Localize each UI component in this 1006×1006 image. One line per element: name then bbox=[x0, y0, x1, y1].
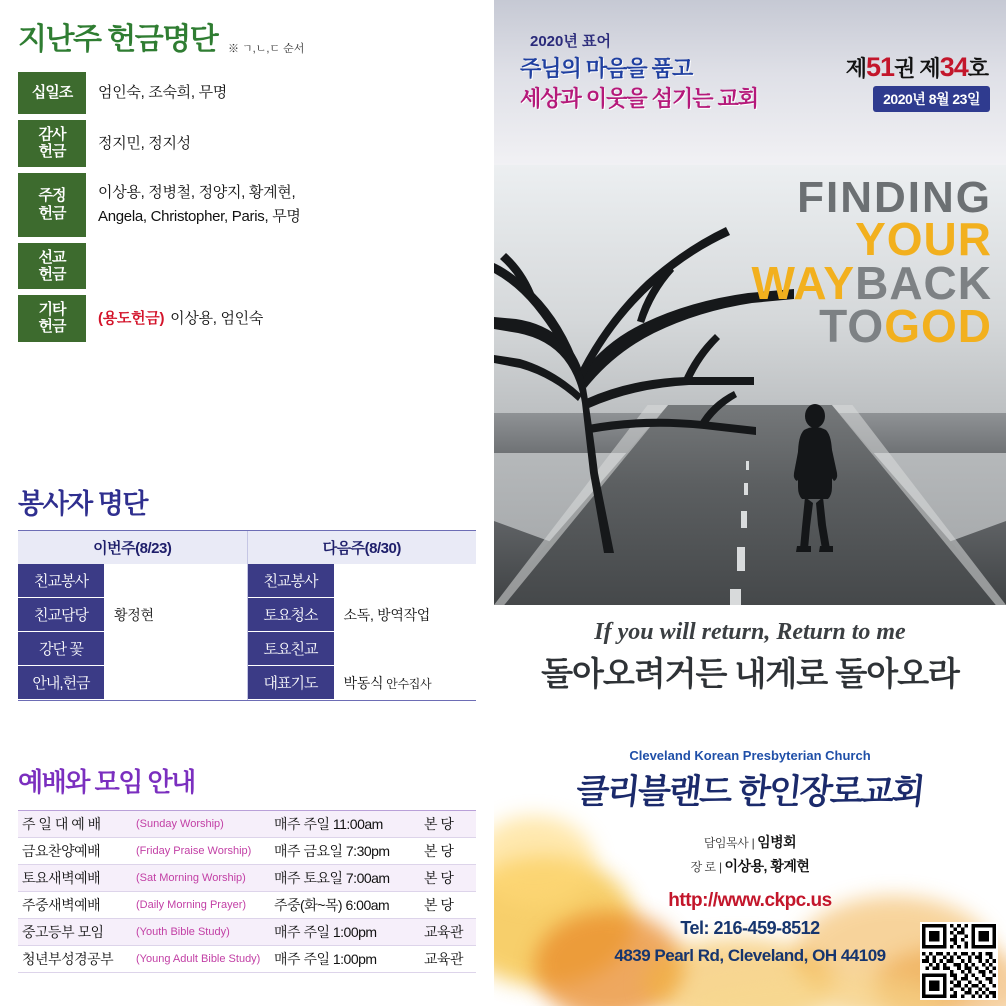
offering-row-label-line1: 선교 bbox=[38, 248, 66, 266]
volunteer-name bbox=[334, 632, 477, 666]
offering-row bbox=[18, 173, 476, 237]
volunteers-table-header bbox=[18, 531, 476, 564]
worship-name-en: (Sunday Worship) bbox=[136, 818, 224, 830]
offering-row-label bbox=[18, 120, 86, 167]
volunteer-role: 강단 꽃 bbox=[18, 632, 104, 666]
worship-place: 본 당 bbox=[424, 870, 454, 886]
offering-row-value-line1: 이상용, 정병철, 정양지, 황계현, bbox=[98, 184, 296, 202]
offering-table bbox=[18, 72, 476, 348]
church-name-english: Cleveland Korean Presbyterian Church bbox=[629, 748, 871, 763]
worship-name-en: (Young Adult Bible Study) bbox=[136, 953, 261, 965]
offering-row bbox=[18, 295, 476, 342]
motto-year: 2020년 표어 bbox=[530, 33, 612, 50]
table-row bbox=[18, 919, 476, 946]
volunteer-name bbox=[104, 666, 247, 700]
headline-line-4-b: GOD bbox=[884, 299, 992, 352]
volunteer-role: 안내,헌금 bbox=[18, 666, 104, 700]
worship-table bbox=[18, 810, 476, 973]
offering-row bbox=[18, 120, 476, 167]
headline-line-4-a: TO bbox=[819, 299, 885, 352]
offering-row-label-line2: 헌금 bbox=[38, 204, 66, 222]
worship-time: 매주 금요일 7:30pm bbox=[274, 843, 390, 859]
worship-time: 주중(화~목) 6:00am bbox=[274, 897, 390, 913]
worship-place: 교육관 bbox=[424, 951, 464, 967]
worship-place: 본 당 bbox=[424, 897, 454, 913]
offering-row-value bbox=[86, 243, 476, 290]
offering-row-label bbox=[18, 243, 86, 290]
verse-block bbox=[494, 605, 1006, 715]
volunteers-table-body bbox=[18, 564, 476, 700]
offering-row-value-line2: Angela, Christopher, Paris, 무명 bbox=[98, 207, 301, 225]
offering-row-value: 엄인숙, 조숙희, 무명 bbox=[98, 84, 227, 102]
volunteers-col1 bbox=[18, 564, 248, 700]
worship-name-ko: 금요찬양예배 bbox=[22, 843, 101, 859]
worship-name-en: (Youth Bible Study) bbox=[136, 926, 230, 938]
table-row bbox=[248, 564, 477, 598]
road-dash bbox=[730, 589, 741, 605]
worship-name-ko: 토요새벽예배 bbox=[22, 870, 101, 886]
staff-row bbox=[494, 832, 1006, 852]
headline-line-2: YOUR bbox=[855, 213, 992, 266]
worship-name-en: (Daily Morning Prayer) bbox=[136, 899, 247, 911]
volunteer-name-text: 박동식 bbox=[343, 675, 384, 691]
volume-issue bbox=[846, 52, 988, 83]
offering-row-label-line1: 주정 bbox=[38, 187, 66, 205]
staff-separator: | bbox=[751, 836, 758, 850]
offering-section-note: ※ ㄱ,ㄴ,ㄷ 순서 bbox=[228, 43, 305, 55]
table-row bbox=[248, 598, 477, 632]
offering-row-value bbox=[86, 173, 476, 237]
issue-date-badge: 2020년 8월 23일 bbox=[873, 86, 990, 112]
volunteers-col1-header: 이번주(8/23) bbox=[18, 531, 248, 564]
volunteers-section-title: 봉사자 명단 bbox=[18, 489, 147, 519]
table-row bbox=[248, 632, 477, 666]
volume-mid: 권 제 bbox=[894, 56, 940, 81]
volunteers-col2 bbox=[248, 564, 477, 700]
volunteer-name bbox=[334, 666, 477, 700]
worship-name-ko: 주 일 대 예 배 bbox=[22, 816, 101, 832]
offering-row-label-line2: 헌금 bbox=[38, 265, 66, 283]
cover-photo bbox=[494, 165, 1006, 605]
church-name-korean: 클리블랜드 한인장로교회 bbox=[574, 773, 925, 811]
worship-name-ko: 주중새벽예배 bbox=[22, 897, 101, 913]
verse-english: If you will return, Return to me bbox=[594, 619, 906, 645]
table-row bbox=[18, 811, 476, 838]
worship-name-en: (Sat Morning Worship) bbox=[136, 872, 246, 884]
table-row bbox=[248, 666, 477, 700]
headline-line-3-b: BACK bbox=[855, 256, 992, 309]
volunteer-name bbox=[104, 564, 247, 598]
headline-line-4 bbox=[752, 299, 992, 352]
offering-row-highlight: (용도헌금) bbox=[98, 309, 165, 327]
left-column bbox=[0, 0, 494, 1006]
offering-row-label-line2: 헌금 bbox=[38, 318, 66, 336]
table-row bbox=[18, 865, 476, 892]
offering-row-label-line1: 감사 bbox=[38, 126, 66, 143]
table-row bbox=[18, 632, 247, 666]
volunteer-name: 소독, 방역작업 bbox=[343, 607, 431, 623]
staff-list bbox=[494, 828, 1006, 880]
issue-number: 34 bbox=[939, 52, 968, 82]
church-phone: Tel: 216-459-8512 bbox=[680, 918, 820, 938]
verse-korean: 돌아오려거든 내게로 돌아오라 bbox=[541, 655, 959, 692]
worship-time: 매주 주일 1:00pm bbox=[274, 951, 377, 967]
table-row bbox=[18, 564, 247, 598]
volunteers-col2-header: 다음주(8/30) bbox=[322, 540, 401, 557]
right-column bbox=[494, 0, 1006, 1006]
tree-silhouette bbox=[494, 173, 794, 553]
volunteer-name bbox=[104, 632, 247, 666]
volunteer-name-note: 안수집사 bbox=[386, 676, 432, 691]
volunteers-table bbox=[18, 530, 476, 701]
table-row bbox=[18, 838, 476, 865]
worship-time: 매주 주일 11:00am bbox=[274, 816, 383, 832]
volunteer-role: 친교봉사 bbox=[18, 564, 104, 598]
walking-man-silhouette bbox=[780, 403, 850, 553]
table-row bbox=[18, 598, 247, 632]
offering-row bbox=[18, 243, 476, 290]
offering-row-label-line2: 헌금 bbox=[38, 143, 66, 161]
table-row bbox=[18, 946, 476, 973]
staff-separator: | bbox=[719, 860, 725, 874]
worship-place: 교육관 bbox=[424, 924, 464, 940]
worship-name-en: (Friday Praise Worship) bbox=[136, 845, 252, 857]
offering-row-value: 정지민, 정지성 bbox=[98, 134, 191, 152]
table-row bbox=[18, 892, 476, 919]
church-website-link[interactable]: http://www.ckpc.us bbox=[668, 890, 832, 911]
volunteer-role: 친교담당 bbox=[18, 598, 104, 632]
staff-name: 임병회 bbox=[757, 834, 797, 850]
motto-line-2: 세상과 이웃을 섬기는 교회 bbox=[520, 86, 759, 111]
worship-place: 본 당 bbox=[424, 816, 454, 832]
church-address: 4839 Pearl Rd, Cleveland, OH 44109 bbox=[614, 946, 886, 965]
volunteer-role: 토요청소 bbox=[248, 598, 334, 632]
headline-line-3 bbox=[751, 256, 992, 309]
cover-headline bbox=[751, 173, 992, 352]
volume-number: 51 bbox=[866, 52, 895, 82]
worship-section-title: 예배와 모임 안내 bbox=[18, 767, 195, 797]
offering-row-label bbox=[18, 173, 86, 237]
offering-row-label bbox=[18, 295, 86, 342]
offering-row-value-text: 이상용, 엄인숙 bbox=[170, 309, 264, 327]
volunteer-name bbox=[334, 564, 477, 598]
volunteer-role: 친교봉사 bbox=[248, 564, 334, 598]
worship-time: 매주 토요일 7:00am bbox=[274, 870, 390, 886]
staff-name: 이상용, 황계현 bbox=[724, 858, 810, 874]
offering-row-value bbox=[86, 295, 476, 342]
volunteer-name: 황정현 bbox=[114, 607, 154, 623]
worship-name-ko: 중고등부 모임 bbox=[22, 924, 104, 940]
worship-time: 매주 주일 1:00pm bbox=[274, 924, 377, 940]
staff-row bbox=[494, 856, 1006, 876]
headline-line-1: FINDING bbox=[797, 173, 992, 222]
offering-row-label-line1: 기타 bbox=[38, 301, 66, 318]
offering-row-label: 십일조 bbox=[18, 72, 86, 114]
motto-line-1: 주님의 마음을 품고 bbox=[520, 56, 693, 81]
table-row bbox=[18, 666, 247, 700]
volume-suffix: 호 bbox=[967, 56, 988, 81]
staff-role: 담임목사 bbox=[703, 836, 749, 850]
volunteer-role: 토요친교 bbox=[248, 632, 334, 666]
staff-role: 장 로 bbox=[690, 860, 716, 874]
headline-line-3-a: WAY bbox=[751, 256, 856, 309]
offering-section-title: 지난주 헌금명단 bbox=[18, 23, 218, 56]
volume-prefix: 제 bbox=[845, 56, 867, 81]
qr-code-icon bbox=[920, 922, 998, 1000]
worship-name-ko: 청년부성경공부 bbox=[22, 951, 114, 967]
worship-place: 본 당 bbox=[424, 843, 454, 859]
volunteer-role: 대표기도 bbox=[248, 666, 334, 700]
offering-row bbox=[18, 72, 476, 114]
